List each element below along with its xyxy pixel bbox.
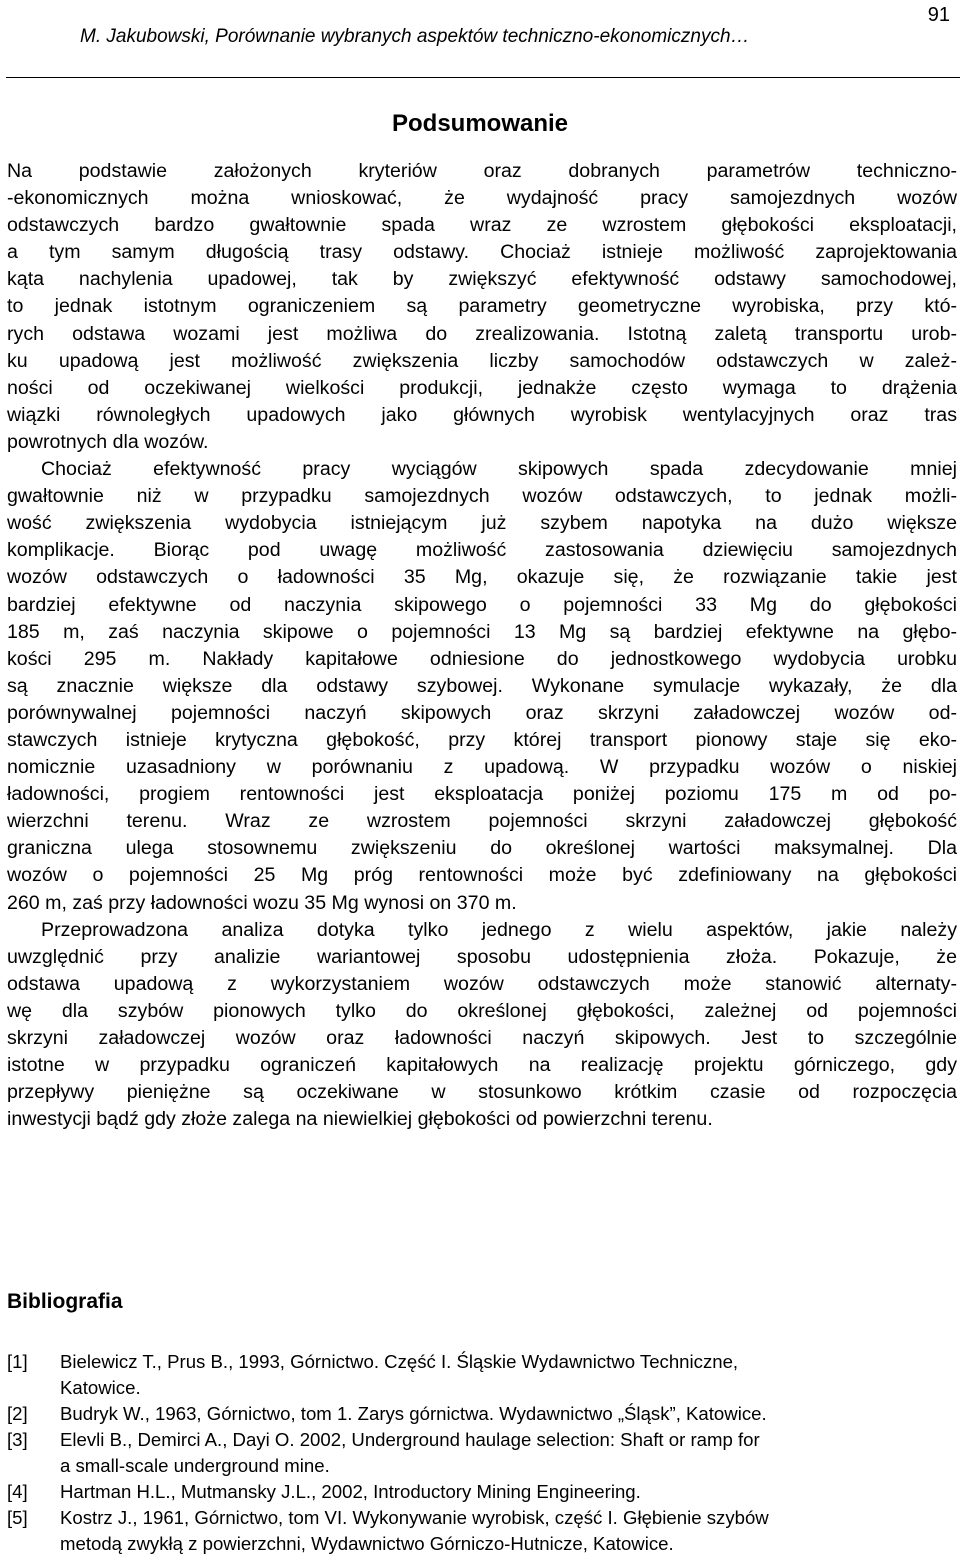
bibliography-item <box>7 1427 952 1479</box>
text-line: ności od oczekiwanej wielkości produkcji, jednakże często wymaga to drążenia <box>7 376 957 399</box>
text-line: istotne w przypadku ograniczeń kapitałowych na realizację projektu górniczego, gdy <box>7 1054 957 1077</box>
bibliography-item-text: Elevli B., Demirci A., Dayi O. 2002, Underground haulage selection: Shaft or ramp for <box>60 1429 760 1450</box>
text-line: wierzchni terenu. Wraz ze wzrostem pojemności skrzyni załadowczej głębokość <box>7 810 957 833</box>
text-line: odstawczych bardzo gwałtownie spada wraz ze wzrostem głębokości eksploatacji, <box>7 214 957 237</box>
text-line: to jednak istotnym ograniczeniem są parametry geometryczne wyrobiska, przy któ- <box>7 295 957 318</box>
bibliography-item-number: [3] <box>7 1429 28 1450</box>
bibliography-item <box>7 1505 952 1557</box>
paragraph-2 <box>7 456 957 917</box>
bibliography-item <box>7 1349 952 1401</box>
bibliography-item-text: Kostrz J., 1961, Górnictwo, tom VI. Wykonywanie wyrobisk, część I. Głębienie szybów <box>60 1507 769 1528</box>
text-line: 185 m, zaś naczynia skipowe o pojemności 13 Mg są bardziej efektywne na głębo- <box>7 620 957 643</box>
bibliography-title: Bibliografia <box>7 1290 123 1313</box>
text-line: rych odstawa wozami jest możliwa do zrealizowania. Istotną zaletą transportu urob- <box>7 322 957 345</box>
header-rule <box>6 77 960 78</box>
running-title: M. Jakubowski, Porównanie wybranych aspektów techniczno-ekonomicznych… <box>80 26 750 47</box>
text-line: 260 m, zaś przy ładowności wozu 35 Mg wynosi on 370 m. <box>7 891 517 914</box>
bibliography-item-text: Budryk W., 1963, Górnictwo, tom 1. Zarys górnictwa. Wydawnictwo „Śląsk”, Katowice. <box>60 1403 767 1424</box>
text-line: wiązki równoległych upadowych jako głównych wyrobisk wentylacyjnych oraz tras <box>7 403 957 426</box>
text-line: gwałtownie niż w przypadku samojezdnych wozów odstawczych, to jednak możli- <box>7 485 957 508</box>
text-line: wozów odstawczych o ładowności 35 Mg, okazuje się, że rozwiązanie takie jest <box>7 566 957 589</box>
bibliography-list <box>7 1349 952 1557</box>
text-line: uwzględnić przy analizie wariantowej sposobu udostępnienia złoża. Pokazuje, że <box>7 945 957 968</box>
bibliography-item-text: Hartman H.L., Mutmansky J.L., 2002, Introductory Mining Engineering. <box>60 1481 641 1502</box>
bibliography-item-text-continued: metodą zwykłą z powierzchni, Wydawnictwo Górniczo-Hutnicze, Katowice. <box>60 1533 674 1554</box>
text-line: są znacznie większe dla odstawy szybowej. Wykonane symulacje wykazały, że dla <box>7 674 957 697</box>
text-line: Przeprowadzona analiza dotyka tylko jednego z wielu aspektów, jakie należy <box>41 918 957 941</box>
text-line: ku upadową jest możliwość zwiększenia liczby samochodów odstawczych w zależ- <box>7 349 957 372</box>
page-header <box>6 4 956 62</box>
section-title: Podsumowanie <box>391 110 569 137</box>
text-line: wozów o pojemności 25 Mg próg rentowności może być zdefiniowany na głębokości <box>7 864 957 887</box>
text-line: inwestycji bądź gdy złoże zalega na niewielkiej głębokości od powierzchni terenu. <box>7 1108 713 1131</box>
text-line: powrotnych dla wozów. <box>7 430 209 453</box>
bibliography-item-text: Bielewicz T., Prus B., 1993, Górnictwo. Część I. Śląskie Wydawnictwo Techniczne, <box>60 1351 739 1372</box>
text-line: kości 295 m. Nakłady kapitałowe odniesione do jednostkowego wydobycia urobku <box>7 647 957 670</box>
paragraph-3 <box>7 917 957 1134</box>
text-line: odstawa upadową z wykorzystaniem wozów odstawczych może stanowić alternaty- <box>7 972 957 995</box>
text-line: wość zwiększenia wydobycia istniejącym już szybem napotyka na dużo większe <box>7 512 957 535</box>
text-line: ładowności, progiem rentowności jest eksploatacja poniżej poziomu 175 m od po- <box>7 783 957 806</box>
text-line: stawczych istnieje krytyczna głębokość, przy której transport pionowy staje się eko- <box>7 728 957 751</box>
text-line: kąta nachylenia upadowej, tak by zwiększyć efektywność odstawy samochodowej, <box>7 268 957 291</box>
bibliography-item-text-continued: a small-scale underground mine. <box>60 1455 330 1476</box>
text-line: przepływy pieniężne są oczekiwane w stosunkowo krótkim czasie od rozpoczęcia <box>7 1081 957 1104</box>
bibliography-item <box>7 1401 952 1427</box>
bibliography-item-number: [5] <box>7 1507 28 1528</box>
paragraph-1 <box>7 158 957 456</box>
text-line: Chociaż efektywność pracy wyciągów skipowych spada zdecydowanie mniej <box>41 458 957 481</box>
text-line: a tym samym długością trasy odstawy. Chociaż istnieje możliwość zaprojektowania <box>7 241 957 264</box>
text-line: nomicznie uzasadniony w porównaniu z upadową. W przypadku wozów o niskiej <box>7 756 957 779</box>
text-line: komplikacje. Biorąc pod uwagę możliwość zastosowania dziewięciu samojezdnych <box>7 539 957 562</box>
text-line: skrzyni załadowczej wozów oraz ładowności naczyń skipowych. Jest to szczególnie <box>7 1027 957 1049</box>
bibliography-item-number: [1] <box>7 1351 28 1372</box>
text-line: Na podstawie założonych kryteriów oraz dobranych parametrów techniczno- <box>7 160 957 182</box>
body-text <box>7 158 957 1133</box>
bibliography-item-number: [4] <box>7 1481 28 1502</box>
text-line: -ekonomicznych można wnioskować, że wydajność pracy samojezdnych wozów <box>7 187 957 210</box>
text-line: wę dla szybów pionowych tylko do określonej głębokości, zależnej od pojemności <box>7 999 957 1022</box>
bibliography-item-text-continued: Katowice. <box>60 1377 141 1398</box>
text-line: graniczna ulega stosownemu zwiększeniu do określonej wartości maksymalnej. Dla <box>7 837 957 860</box>
text-line: porównywalnej pojemności naczyń skipowych oraz skrzyni załadowczej wozów od- <box>7 701 957 724</box>
bibliography-item <box>7 1479 952 1505</box>
bibliography-item-number: [2] <box>7 1403 28 1424</box>
text-line: bardziej efektywne od naczynia skipowego o pojemności 33 Mg do głębokości <box>7 593 957 616</box>
page-number: 91 <box>927 4 950 26</box>
